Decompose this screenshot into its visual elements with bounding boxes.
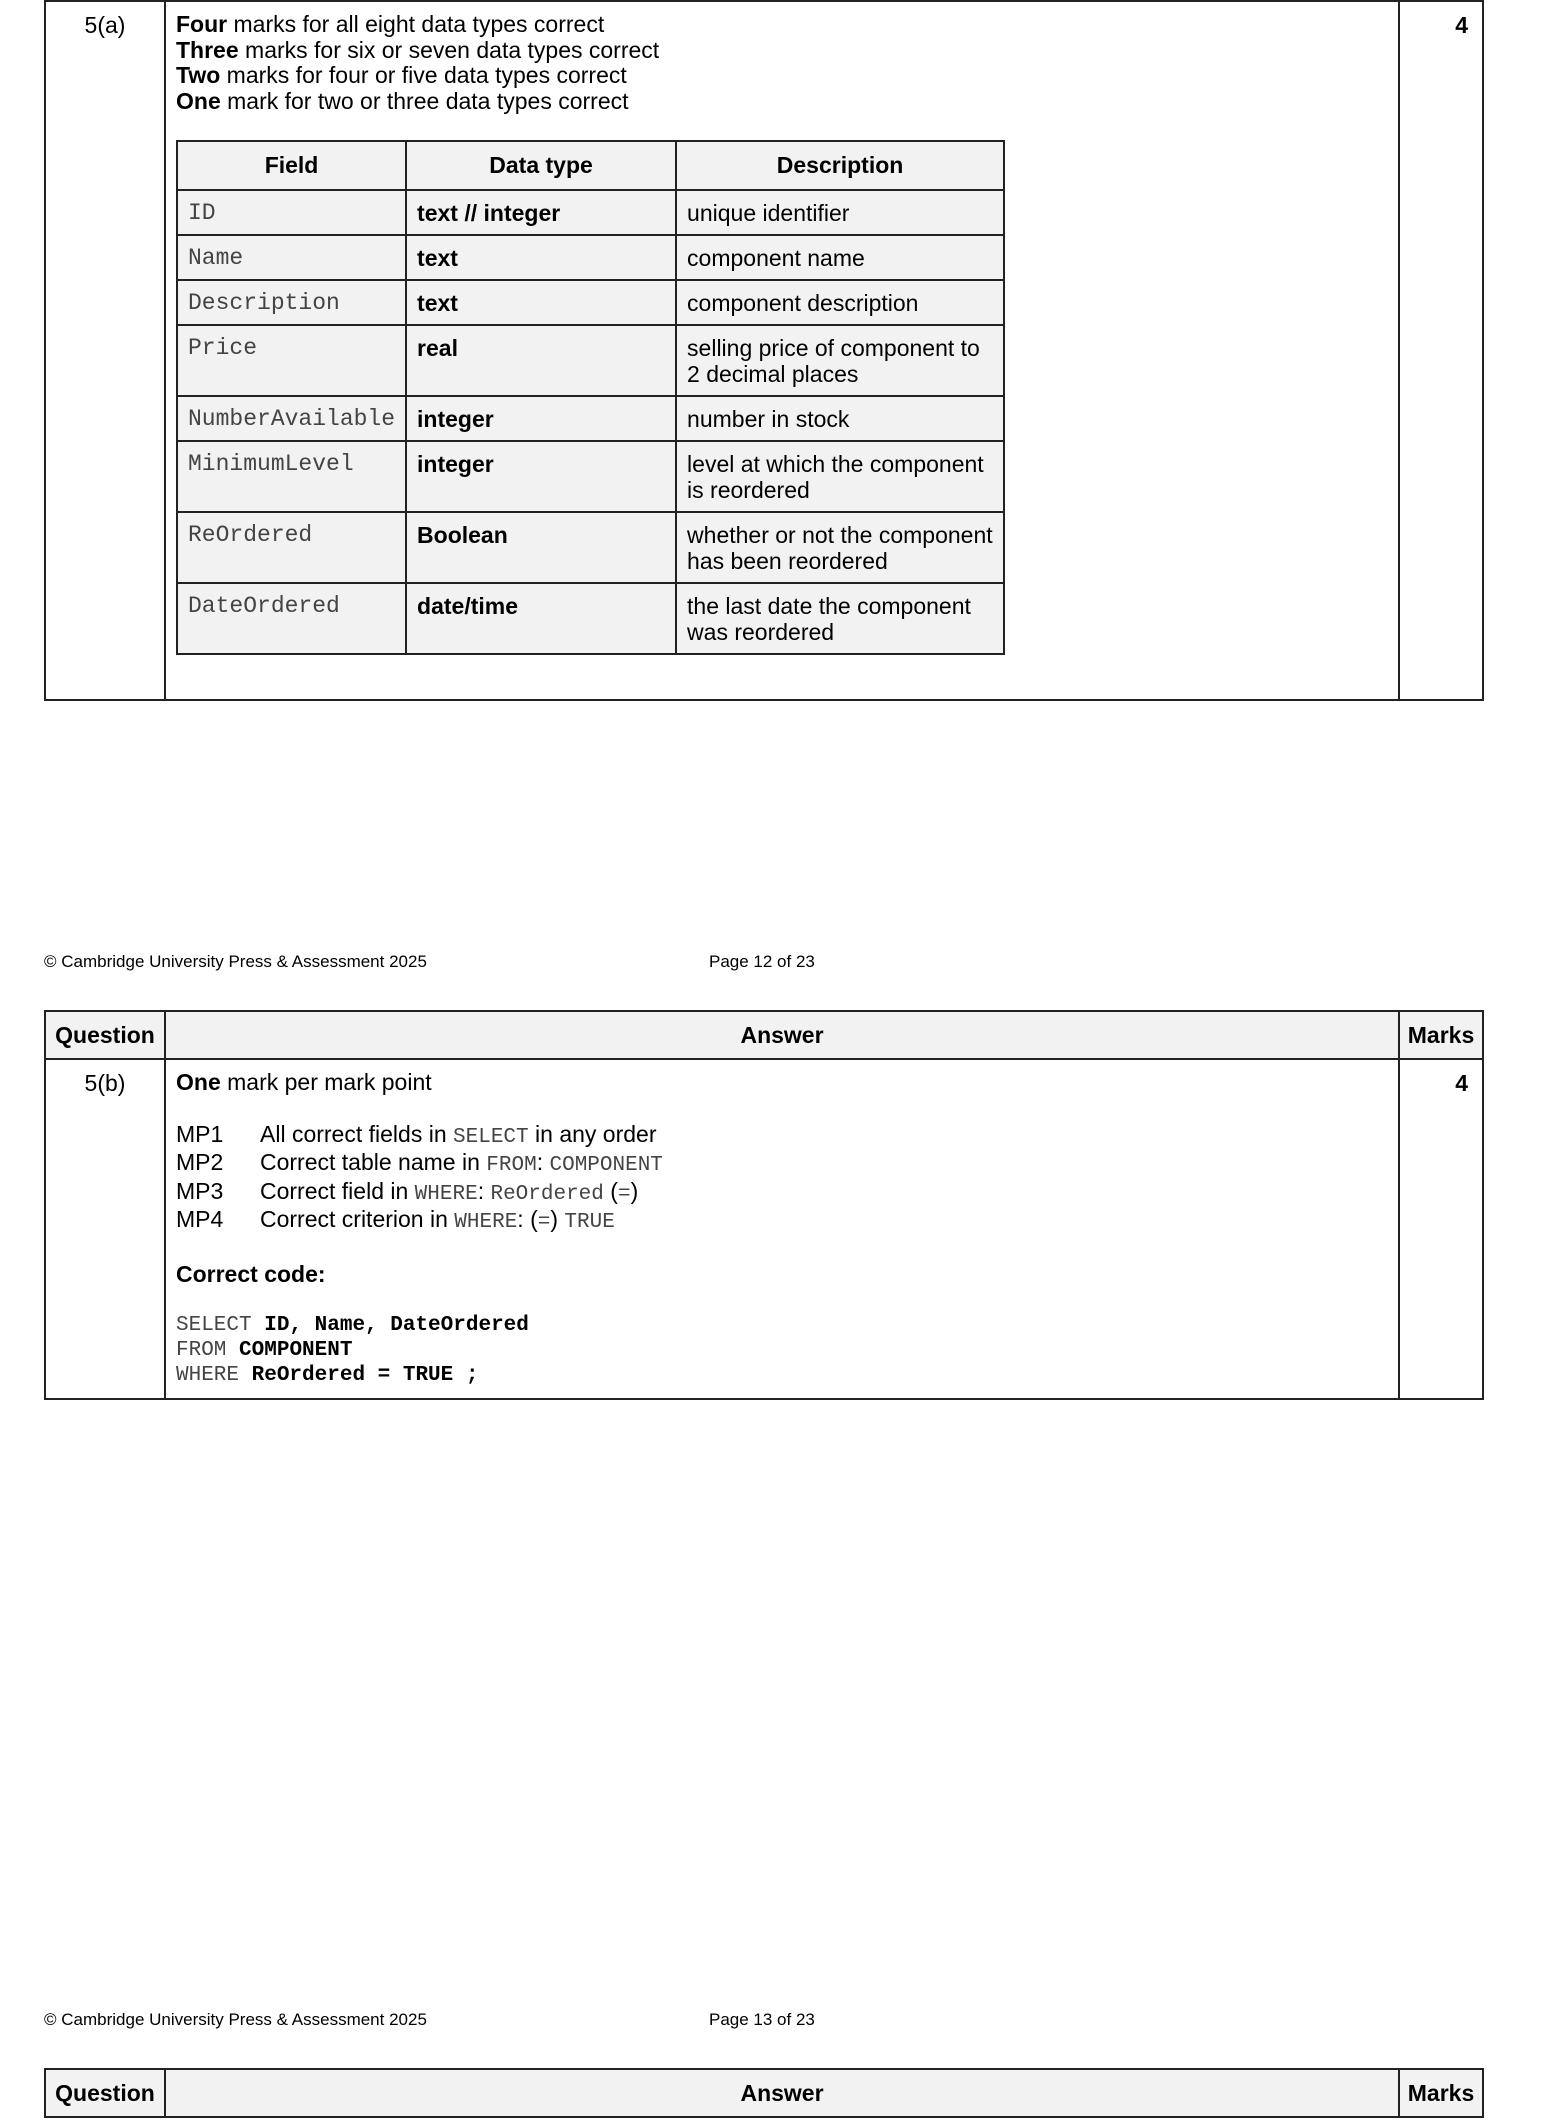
- mark-point-3: MP3 Correct field in WHERE: ReOrdered (=): [176, 1177, 639, 1206]
- data-type-cell: integer: [406, 396, 676, 441]
- criterion-line: Four marks for all eight data types correct: [176, 11, 605, 37]
- description-cell: unique identifier: [676, 190, 1004, 235]
- page-number: Page 13 of 23: [709, 2010, 815, 2029]
- question-number: 5(a): [45, 1, 165, 700]
- next-question-table-header: [44, 2068, 1484, 2118]
- column-header-answer: Answer: [165, 1011, 1399, 1059]
- question-number: 5(b): [45, 1059, 165, 1399]
- sql-code-block: [176, 1313, 1388, 1388]
- marks-value: 4: [1399, 1, 1483, 700]
- column-header-marks: Marks: [1399, 1011, 1483, 1059]
- marking-criteria: [176, 12, 1388, 114]
- header-description: Description: [676, 141, 1004, 190]
- description-cell: the last date the component was reordered: [676, 583, 1004, 654]
- mark-instruction: One mark per mark point: [176, 1069, 432, 1095]
- header-field: Field: [177, 141, 406, 190]
- table-row: [177, 583, 1004, 654]
- column-header-question: Question: [45, 1011, 165, 1059]
- criterion-line: Three marks for six or seven data types correct: [176, 36, 660, 63]
- table-row: [177, 441, 1004, 512]
- data-type-cell: Boolean: [406, 512, 676, 583]
- answer-cell: [165, 1059, 1399, 1399]
- table-row: [177, 280, 1004, 325]
- table-row: [177, 235, 1004, 280]
- data-type-cell: text // integer: [406, 190, 676, 235]
- table-header-row: [177, 141, 1004, 190]
- field-cell: ID: [177, 190, 406, 235]
- code-line: FROM COMPONENT: [176, 1339, 353, 1362]
- mark-point-4: MP4 Correct criterion in WHERE: (=) TRUE: [176, 1206, 615, 1234]
- data-type-cell: date/time: [406, 583, 676, 654]
- data-type-cell: text: [406, 280, 676, 325]
- table-row: [177, 512, 1004, 583]
- page-number: Page 12 of 23: [709, 952, 815, 971]
- field-cell: Price: [177, 325, 406, 396]
- mark-point-1: MP1 All correct fields in SELECT in any order: [176, 1120, 657, 1149]
- code-line: WHERE ReOrdered = TRUE ;: [176, 1364, 479, 1387]
- description-cell: level at which the component is reordered: [676, 441, 1004, 512]
- data-type-cell: integer: [406, 441, 676, 512]
- data-type-cell: text: [406, 235, 676, 280]
- description-cell: whether or not the component has been reordered: [676, 512, 1004, 583]
- mark-point-2: MP2 Correct table name in FROM: COMPONENT: [176, 1149, 663, 1177]
- column-header-marks: Marks: [1399, 2069, 1483, 2117]
- column-header-answer: Answer: [165, 2069, 1399, 2117]
- field-cell: DateOrdered: [177, 583, 406, 654]
- q5a-table: [44, 0, 1484, 701]
- description-cell: selling price of component to 2 decimal places: [676, 325, 1004, 396]
- table-row: [177, 190, 1004, 235]
- data-type-cell: real: [406, 325, 676, 396]
- header-data-type: Data type: [406, 141, 676, 190]
- table-row: [177, 325, 1004, 396]
- table-row: [177, 396, 1004, 441]
- field-cell: MinimumLevel: [177, 441, 406, 512]
- code-heading: Correct code:: [176, 1260, 326, 1287]
- column-header-question: Question: [45, 2069, 165, 2117]
- data-types-table: [176, 140, 1005, 655]
- field-cell: NumberAvailable: [177, 396, 406, 441]
- copyright-footer: © Cambridge University Press & Assessment 2025: [44, 2010, 427, 2029]
- marks-value: 4: [1399, 1059, 1483, 1399]
- description-cell: component name: [676, 235, 1004, 280]
- answer-cell: [165, 1, 1399, 700]
- criterion-line: Two marks for four or five data types correct: [176, 62, 627, 88]
- q5b-table: [44, 1010, 1484, 1400]
- field-cell: ReOrdered: [177, 512, 406, 583]
- copyright-footer: © Cambridge University Press & Assessment 2025: [44, 952, 427, 971]
- field-cell: Description: [177, 280, 406, 325]
- field-cell: Name: [177, 235, 406, 280]
- criterion-line: One mark for two or three data types correct: [176, 87, 629, 114]
- code-line: SELECT ID, Name, DateOrdered: [176, 1314, 529, 1337]
- description-cell: number in stock: [676, 396, 1004, 441]
- description-cell: component description: [676, 280, 1004, 325]
